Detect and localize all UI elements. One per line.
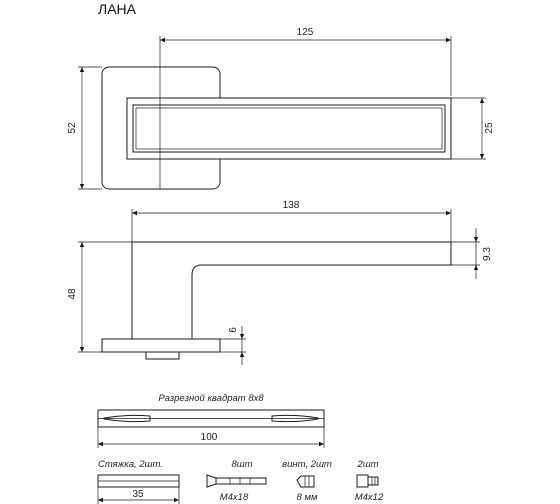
top-view — [67, 27, 495, 189]
tie-caption: Стяжка, 2шт. — [98, 459, 163, 470]
dim-100: 100 — [200, 432, 218, 443]
rose-side — [102, 339, 220, 352]
bolt-m4x12 — [355, 459, 384, 503]
dim-48: 48 — [67, 288, 78, 300]
lever-side-profile — [132, 242, 451, 339]
grub-screw — [282, 459, 332, 503]
bolt-count: 2шт — [357, 459, 379, 470]
dim-9-3: 9.3 — [482, 247, 493, 261]
spindle-stub — [146, 352, 179, 359]
grub-caption: винт, 2шт — [282, 459, 332, 470]
spindle-detail — [98, 393, 324, 448]
tie-rod-detail — [98, 459, 179, 504]
dim-52: 52 — [67, 122, 78, 134]
screw-count: 8шт — [231, 459, 253, 470]
drawing-title: ЛАНА — [98, 1, 136, 17]
grub-size: 8 мм — [296, 492, 318, 503]
bolt-size: М4х12 — [354, 492, 384, 503]
side-view — [67, 200, 493, 365]
screw-shank — [216, 478, 266, 484]
grub-body — [297, 476, 314, 487]
spindle-caption: Разрезной квадрат 8х8 — [158, 393, 264, 404]
dim-25: 25 — [484, 122, 495, 134]
screw-size: М4х18 — [219, 492, 249, 503]
screw-m4x18 — [207, 459, 266, 503]
bolt-shank — [368, 477, 378, 485]
dim-6: 6 — [228, 327, 239, 333]
screw-head — [207, 475, 216, 487]
lever-outer — [127, 98, 451, 159]
dim-125: 125 — [296, 27, 314, 38]
bolt-head — [357, 475, 368, 487]
dim-35: 35 — [132, 489, 144, 500]
dim-138: 138 — [282, 200, 300, 211]
